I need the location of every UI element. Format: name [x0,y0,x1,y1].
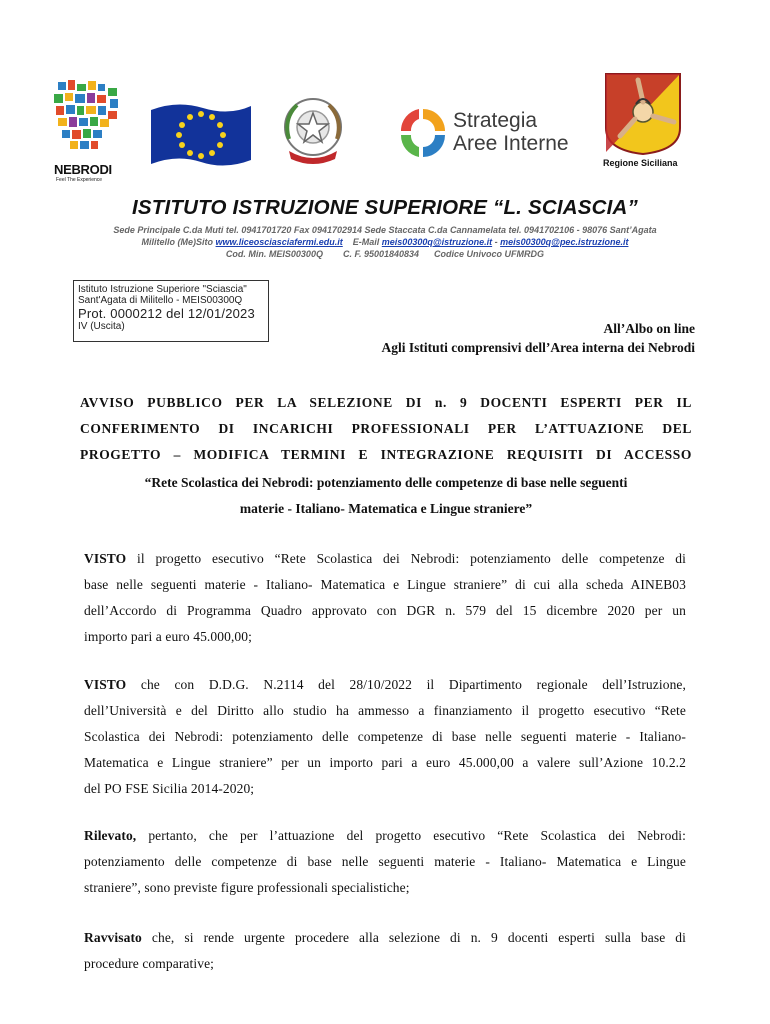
paragraph-line: base nelle seguenti materie - Italiano- Matematica e Lingue straniere” di cui alla scheda AINEB03 [84,577,686,592]
website-link[interactable]: www.liceosciasciafermi.edu.it [215,237,343,247]
strategia-line2: Aree Interne [453,132,569,155]
paragraph-line [84,823,686,849]
paragraph-lead: VISTO [84,677,127,692]
paragraph-line: Matematica e Lingue straniere” per un importo pari a euro 45.000,00 a valere sull’Azione 10.2.2 [84,755,686,770]
emblem-star-icon [275,93,351,168]
notice-title-line-2: CONFERIMENTO DI INCARICHI PROFESSIONALI PER L’ATTUAZIONE DEL [80,421,692,436]
italian-republic-emblem [275,93,351,168]
address-line-1: Sede Principale C.da Muti tel. 0941701720 Fax 0941702914 Sede Staccata C.da Cannamelata tel. 0941702106 - 98076 Sant’Agata [113,225,657,235]
paragraph-line [84,546,686,572]
school-name: ISTITUTO ISTRUZIONE SUPERIORE “L. SCIASCIA” [132,196,638,219]
paragraph-lead: Ravvisato [84,930,142,945]
recipient-istituti: Agli Istituti comprensivi dell’Area interna dei Nebrodi [381,340,695,355]
notice-title-line-1: AVVISO PUBBLICO PER LA SELEZIONE DI n. 9 DOCENTI ESPERTI PER IL [80,395,692,410]
paragraph-visto-2 [84,672,686,802]
paragraph-text: che, si rende urgente procedere alla selezione di n. 9 docenti esperti sulla base di [141,930,686,945]
paragraph-text: pertanto, che per l’attuazione del progetto esecutivo “Rete Scolastica dei Nebrodi: [136,828,686,843]
nebrodi-mosaic-icon [50,78,128,160]
stamp-line-4: IV (Uscita) [78,321,125,332]
strategia-wordmark [453,109,569,155]
nebrodi-wordmark: NEBRODI [54,162,112,177]
stamp-line-1: Istituto Istruzione Superiore "Sciascia" [78,284,247,295]
protocol-stamp [73,280,269,342]
strategia-ring-icon [397,105,449,161]
nebrodi-logo [50,78,128,186]
address-line-2 [0,237,770,247]
project-title-line-1: “Rete Scolastica dei Nebrodi: potenziamento delle competenze di base nelle seguenti [144,475,628,490]
paragraph-line: potenziamento delle competenze di base nelle seguenti materie - Italiano- Matematica e Lingue [84,854,686,869]
paragraph-line: procedure comparative; [84,956,215,971]
paragraph-text: il progetto esecutivo “Rete Scolastica dei Nebrodi: potenziamento delle competenze di [126,551,686,566]
regione-siciliana-label: Regione Siciliana [603,158,678,168]
paragraph-text: che con D.D.G. N.2114 del 28/10/2022 il Dipartimento regionale dell’Istruzione, [126,677,686,692]
codice-fiscale: C. F. 95001840834 [342,249,420,259]
paragraph-ravvisato [84,925,686,977]
eu-flag-icon [147,100,255,170]
trinacria-icon [598,72,688,156]
nebrodi-tagline: Feel The Experience [56,177,103,183]
recipient-albo: All’Albo on line [603,321,695,336]
eu-flag-logo [147,100,255,170]
paragraph-line: importo pari a euro 45.000,00; [84,629,252,644]
strategia-aree-interne-logo [397,103,577,163]
stamp-line-2: Sant'Agata di Militello - MEIS00300Q [78,295,243,306]
email-prefix: E-Mail [352,237,382,247]
codice-univoco: Codice Univoco UFMRDG [434,249,545,259]
pec-separator: - [492,237,501,247]
paragraph-line: straniere”, sono previste figure professionali specialistiche; [84,880,410,895]
cod-min: Cod. Min. MEIS00300Q [225,249,323,259]
email-link[interactable]: meis00300q@istruzione.it [381,237,493,247]
notice-title [80,390,692,468]
pec-link[interactable]: meis00300q@pec.istruzione.it [500,237,629,247]
paragraph-rilevato [84,823,686,901]
regione-siciliana-logo [598,72,688,172]
strategia-line1: Strategia [453,109,538,132]
paragraph-line [84,925,686,951]
paragraph-line: Scolastica dei Nebrodi: potenziamento delle competenze di base nelle seguenti materie - Italiano- [84,729,686,744]
stamp-protocol: Prot. 0000212 del 12/01/2023 [78,306,255,321]
project-title-line-2: materie - Italiano- Matematica e Lingue straniere” [239,501,533,516]
paragraph-line: del PO FSE Sicilia 2014-2020; [84,781,255,796]
paragraph-lead: VISTO [84,551,127,566]
paragraph-line: dell’Università e del Diritto allo studio ha ammesso a finanziamento il progetto esecutivo “Rete [84,703,686,718]
paragraph-line [84,672,686,698]
paragraph-visto-1 [84,546,686,650]
paragraph-line: dell’Accordo di Programma Quadro approvato con DGR n. 579 del 15 dicembre 2020 per un [84,603,686,618]
address-line-3 [0,249,770,259]
address-line-2-prefix: Militello (Me)Sito [141,237,216,247]
notice-title-line-3: PROGETTO – MODIFICA TERMINI E INTEGRAZIONE REQUISITI DI ACCESSO [80,447,692,462]
project-title [80,470,692,522]
paragraph-lead: Rilevato, [84,828,137,843]
